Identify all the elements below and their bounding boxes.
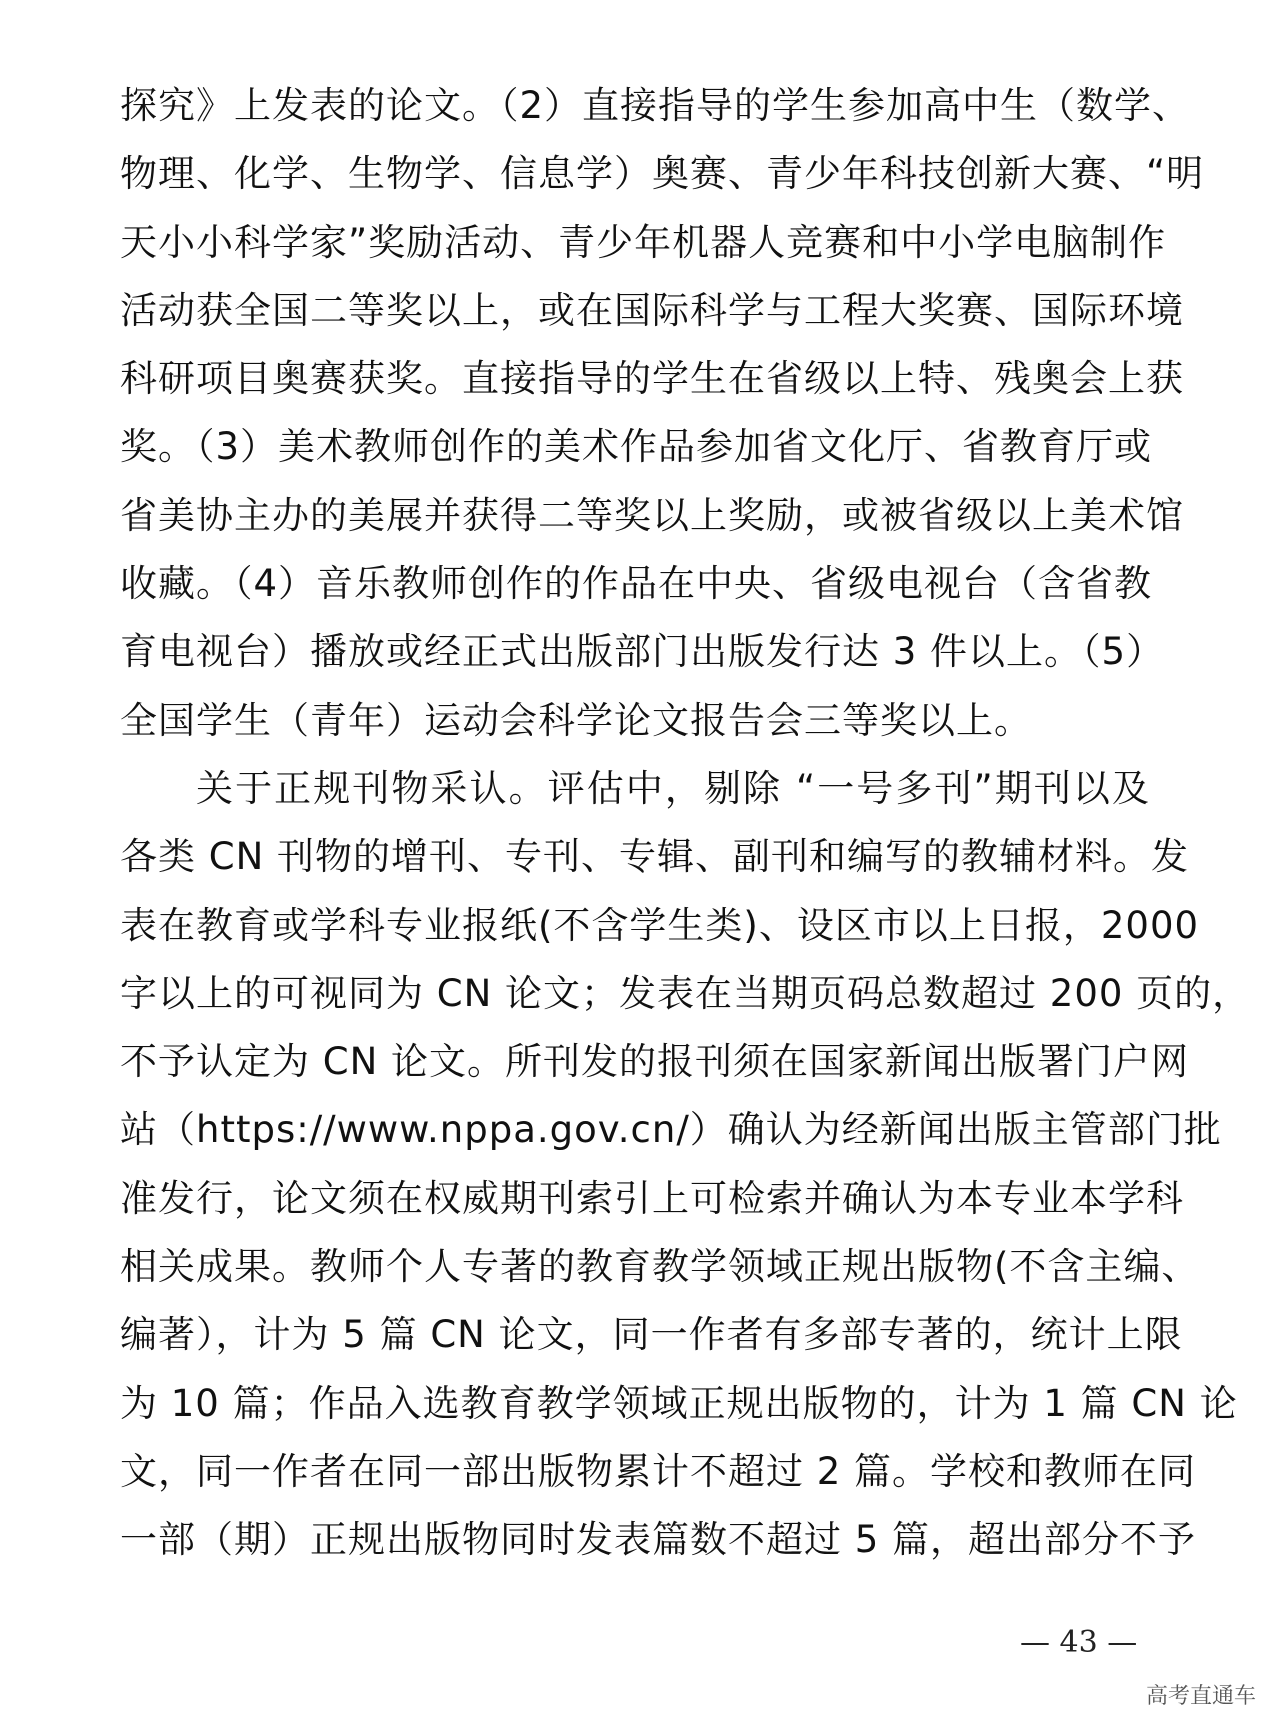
text-line: 物理、化学、生物学、信息学）奥赛、青少年科技创新大赛、“明	[120, 152, 1205, 196]
text-line: 字以上的可视同为 CN 论文；发表在当期页码总数超过 200 页的，	[120, 971, 1251, 1015]
page-number: — 43 —	[1020, 1625, 1138, 1660]
text-line: 各类 CN 刊物的增刊、专刊、专辑、副刊和编写的教辅材料。发	[120, 835, 1190, 879]
text-line: 育电视台）播放或经正式出版部门出版发行达 3 件以上。（5）	[120, 630, 1165, 674]
text-line: 活动获全国二等奖以上，或在国际科学与工程大奖赛、国际环境	[120, 288, 1184, 332]
text-line: 科研项目奥赛获奖。直接指导的学生在省级以上特、残奥会上获	[120, 357, 1184, 401]
text-line: 表在教育或学科专业报纸(不含学生类)、设区市以上日报，2000	[120, 903, 1200, 947]
text-line: 全国学生（青年）运动会科学论文报告会三等奖以上。	[120, 698, 1032, 742]
text-line: 天小小科学家”奖励活动、青少年机器人竞赛和中小学电脑制作	[120, 220, 1167, 264]
text-line: 编著），计为 5 篇 CN 论文，同一作者有多部专著的，统计上限	[120, 1313, 1183, 1357]
text-line: 省美协主办的美展并获得二等奖以上奖励，或被省级以上美术馆	[120, 493, 1184, 537]
text-line: 探究》上发表的论文。（2）直接指导的学生参加高中生（数学、	[120, 84, 1191, 127]
text-line: 关于正规刊物采认。评估中，剔除 “一号多刊”期刊以及	[196, 766, 1150, 810]
text-line: 准发行，论文须在权威期刊索引上可检索并确认为本专业本学科	[120, 1176, 1184, 1220]
body-text	[120, 72, 1251, 1575]
text-line: 一部（期）正规出版物同时发表篇数不超过 5 篇，超出部分不予	[120, 1518, 1197, 1562]
text-line: 站（https://www.nppa.gov.cn/）确认为经新闻出版主管部门批	[120, 1108, 1222, 1152]
watermark: 高考直通车	[1145, 1684, 1256, 1709]
text-line: 不予认定为 CN 论文。所刊发的报刊须在国家新闻出版署门户网	[120, 1040, 1190, 1084]
paragraph-2	[120, 755, 1251, 1575]
text-line: 奖。（3）美术教师创作的美术作品参加省文化厅、省教育厅或	[120, 425, 1153, 469]
text-line: 收藏。（4）音乐教师创作的作品在中央、省级电视台（含省教	[120, 562, 1153, 606]
paragraph-1	[120, 72, 1205, 755]
text-line: 文，同一作者在同一部出版物累计不超过 2 篇。学校和教师在同	[120, 1449, 1197, 1493]
text-line: 相关成果。教师个人专著的教育教学领域正规出版物(不含主编、	[120, 1245, 1200, 1289]
text-line: 为 10 篇；作品入选教育教学领域正规出版物的，计为 1 篇 CN 论	[120, 1381, 1238, 1425]
